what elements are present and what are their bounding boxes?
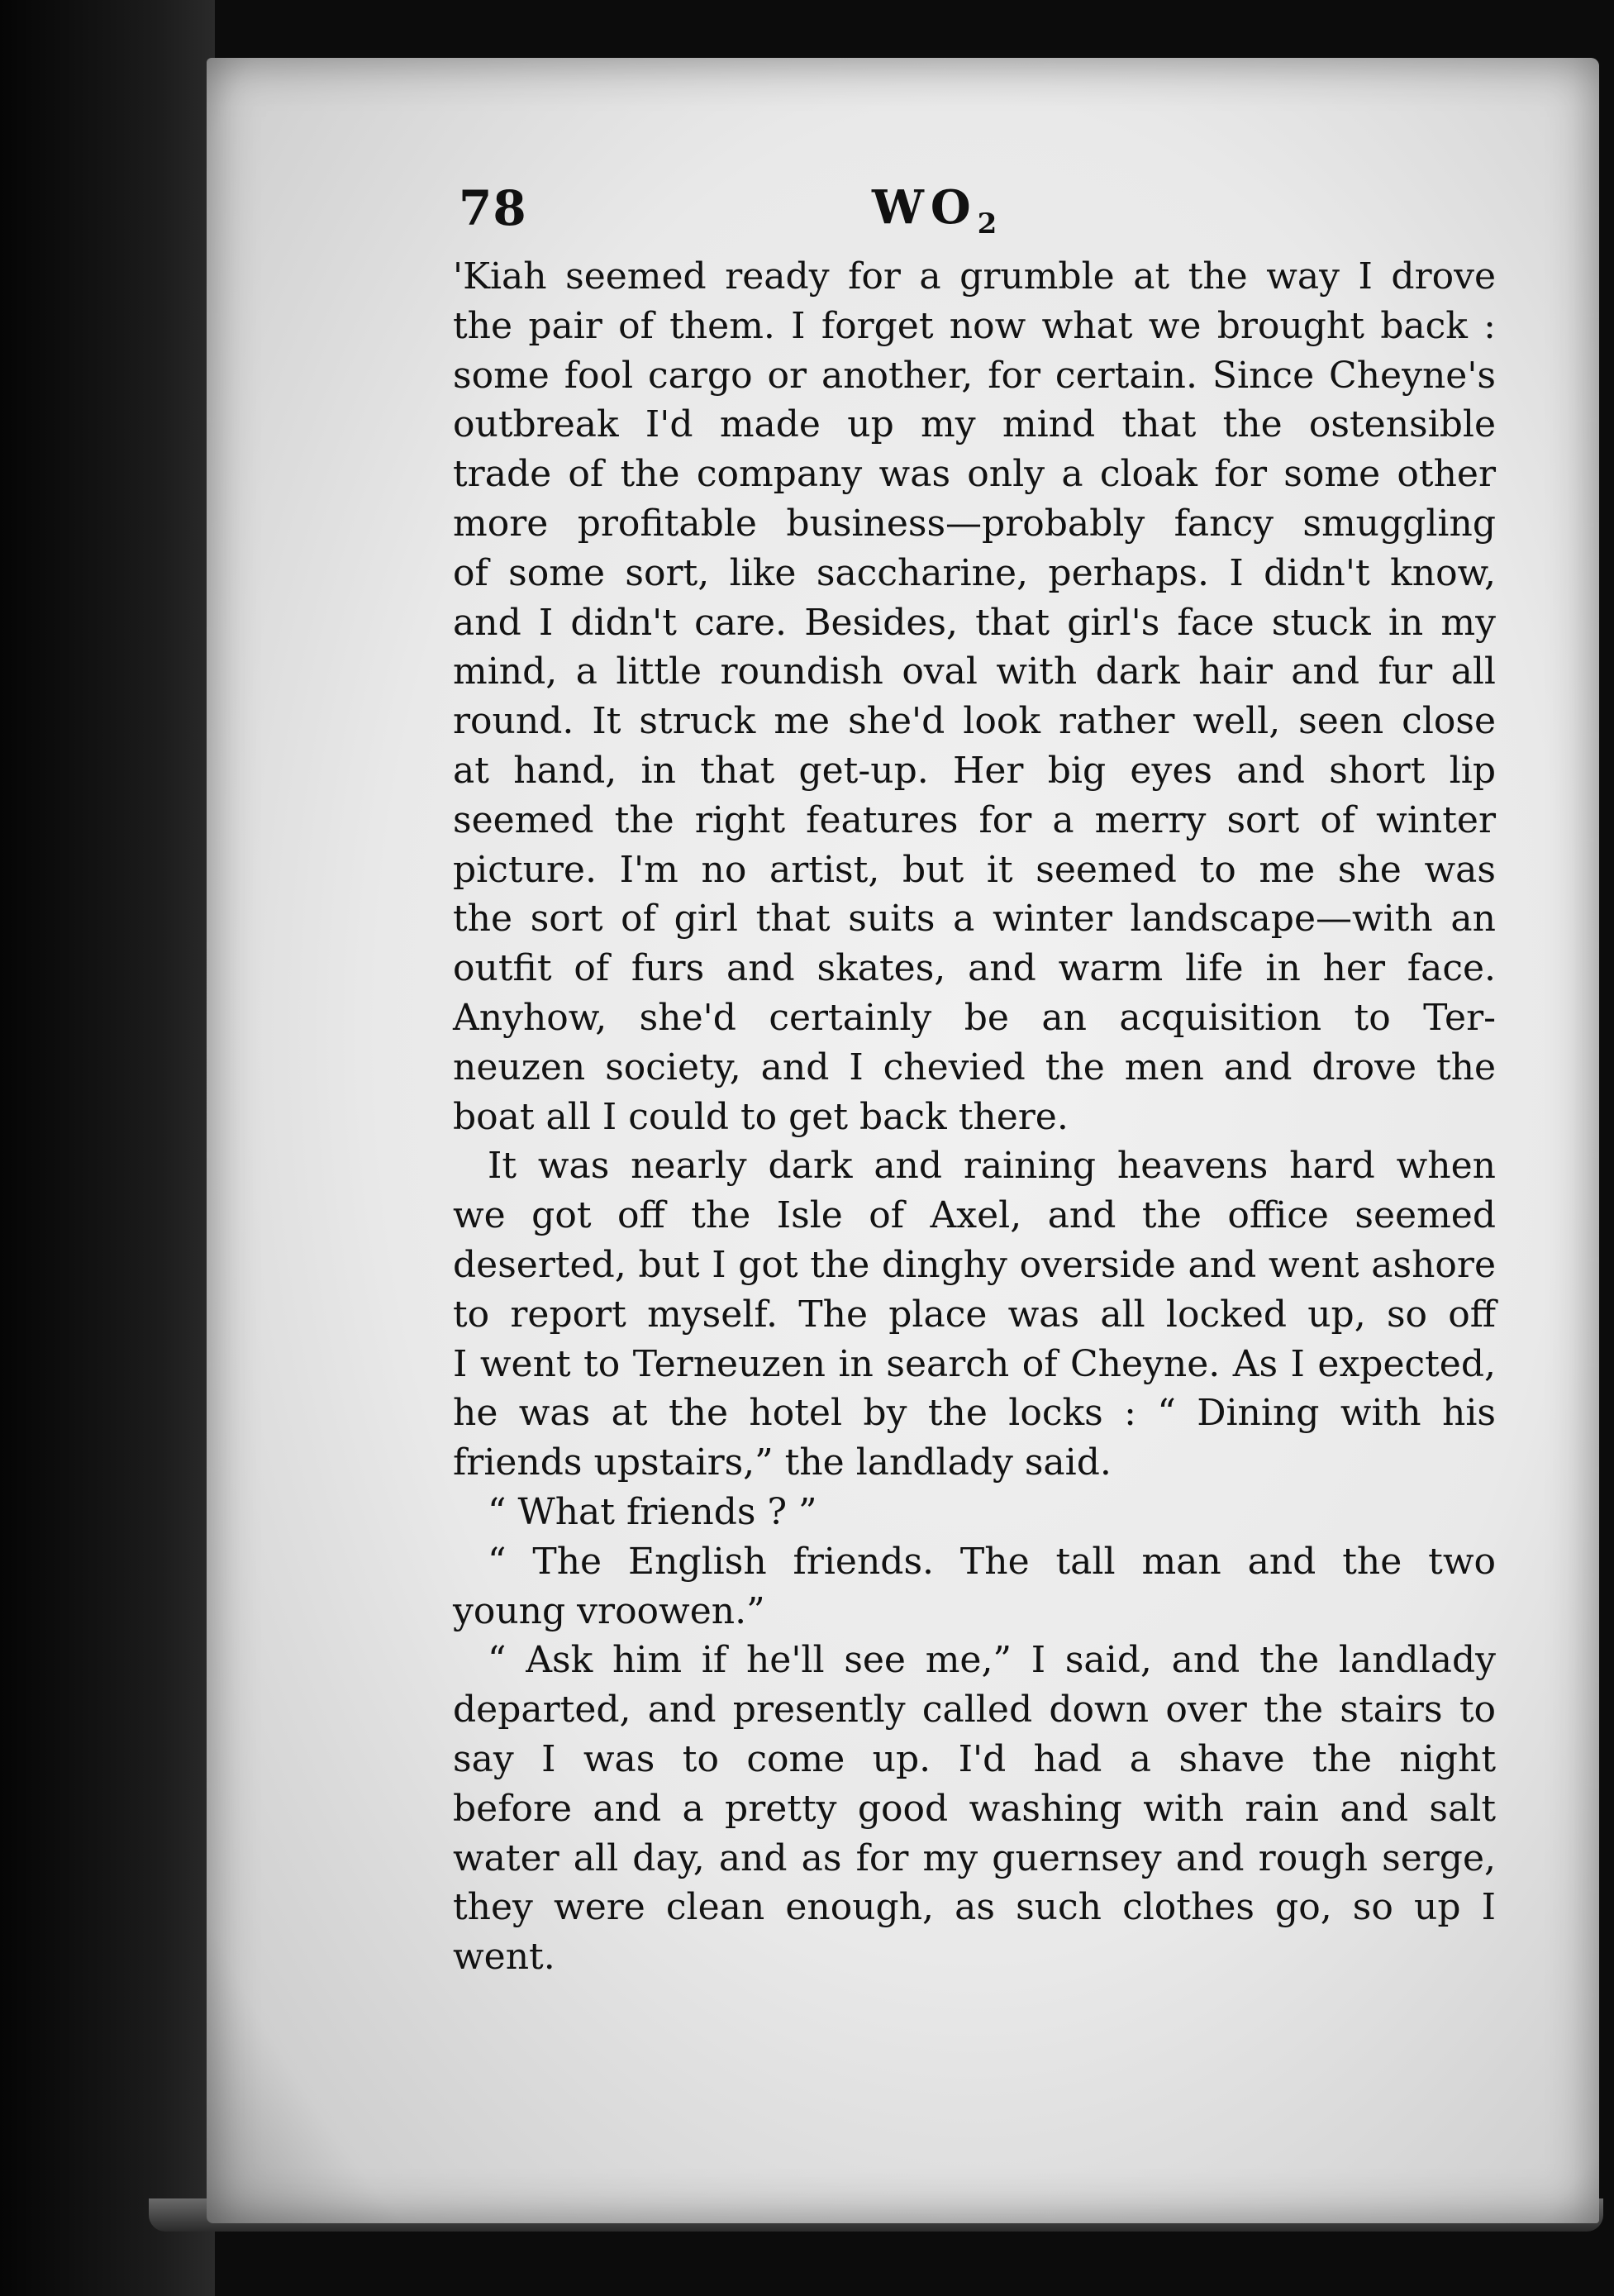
text-line: young vroowen.” xyxy=(453,1589,765,1632)
text-line: It was nearly dark and raining heavens hard when xyxy=(488,1145,1496,1188)
text-line: outfit of furs and skates, and warm life in her face. xyxy=(453,947,1496,990)
text-line: picture. I'm no artist, but it seemed to me she was xyxy=(453,848,1496,891)
text-line: and I didn't care. Besides, that girl's face stuck in my xyxy=(453,601,1496,644)
text-line: Anyhow, she'd certainly be an acquisition to Ter- xyxy=(453,996,1496,1039)
text-line: more profitable business—probably fancy smuggling xyxy=(453,502,1496,545)
text-line: friends upstairs,” the landlady said. xyxy=(453,1441,1112,1484)
text-line: outbreak I'd made up my mind that the ostensible xyxy=(453,403,1496,446)
text-line: say I was to come up. I'd had a shave the night xyxy=(453,1737,1496,1780)
text-line: boat all I could to get back there. xyxy=(453,1095,1069,1138)
book-binding xyxy=(0,0,215,2296)
text-line: deserted, but I got the dinghy overside and went ashore xyxy=(453,1243,1496,1286)
text-line: mind, a little roundish oval with dark hair and fur all xyxy=(453,650,1496,693)
running-title-main: WO xyxy=(872,180,978,235)
text-line: of some sort, like saccharine, perhaps. I didn't know, xyxy=(453,551,1496,594)
text-line: at hand, in that get-up. Her big eyes and short lip xyxy=(453,749,1496,792)
text-line: the sort of girl that suits a winter landscape—with an xyxy=(453,898,1496,941)
body-text xyxy=(453,252,1496,1982)
running-head xyxy=(459,180,1492,246)
text-line: “ What friends ? ” xyxy=(488,1490,817,1533)
text-line: 'Kiah seemed ready for a grumble at the way I drove xyxy=(453,255,1496,298)
text-line: before and a pretty good washing with rain and salt xyxy=(453,1787,1496,1830)
text-line: to report myself. The place was all locked up, so off xyxy=(453,1293,1496,1336)
text-line: they were clean enough, as such clothes go, so up I xyxy=(453,1886,1496,1929)
text-line: water all day, and as for my guernsey and rough serge, xyxy=(453,1836,1496,1879)
text-line: some fool cargo or another, for certain. Since Cheyne's xyxy=(453,354,1496,397)
running-title xyxy=(872,180,997,241)
text-line: he was at the hotel by the locks : “ Dining with his xyxy=(453,1392,1496,1435)
text-line: round. It struck me she'd look rather well, seen close xyxy=(453,700,1496,743)
text-line: the pair of them. I forget now what we brought back : xyxy=(453,304,1496,347)
text-line: “ The English friends. The tall man and the two xyxy=(488,1540,1496,1583)
text-line: neuzen society, and I chevied the men and drove the xyxy=(453,1046,1496,1088)
text-line: trade of the company was only a cloak for some other xyxy=(453,453,1496,496)
text-line: we got off the Isle of Axel, and the office seemed xyxy=(453,1194,1496,1237)
text-line: went. xyxy=(453,1936,555,1979)
page-number: 78 xyxy=(459,180,527,236)
text-line: seemed the right features for a merry sort of winter xyxy=(453,798,1496,841)
text-line: departed, and presently called down over the stairs to xyxy=(453,1689,1496,1732)
running-title-subscript: 2 xyxy=(977,207,997,241)
text-line: “ Ask him if he'll see me,” I said, and the landlady xyxy=(488,1639,1496,1682)
text-line: I went to Terneuzen in search of Cheyne. As I expected, xyxy=(453,1342,1496,1385)
